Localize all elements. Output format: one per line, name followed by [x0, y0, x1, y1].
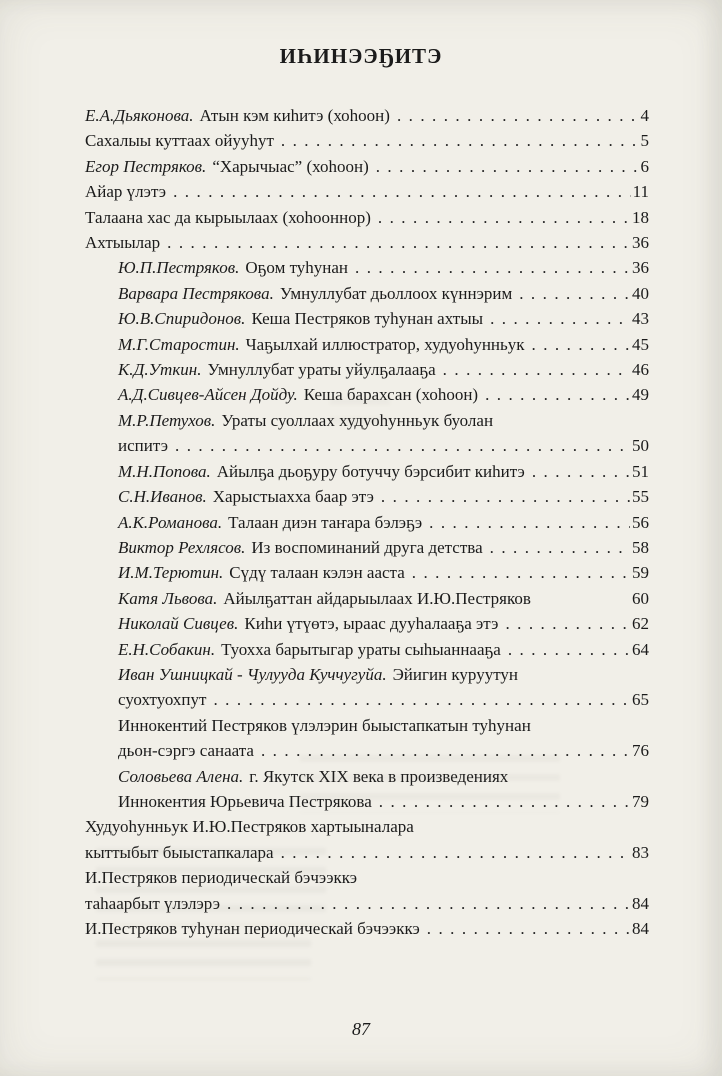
- toc-entry: [85, 382, 649, 407]
- page-number: 76: [632, 741, 649, 761]
- entry-title: Умнуллубат дьоллоох күннэрим: [279, 283, 513, 303]
- entry-author: Ю.В.Спиридонов.: [118, 309, 246, 329]
- entry-title: Умнуллубат ураты уйулҕалааҕа: [207, 360, 436, 380]
- page-number: 64: [632, 639, 649, 659]
- page-number: 58: [632, 537, 649, 557]
- toc-entry: [85, 230, 649, 255]
- entry-title: Талаан диэн таҥара бэлэҕэ: [228, 512, 423, 532]
- toc-entry-line: [118, 560, 649, 585]
- dot-leader: [490, 306, 630, 331]
- entry-title: “Харычыас” (хоһоон): [212, 156, 369, 176]
- entry-title: Айылҕа дьоҕуру ботуччу бэрсибит киһитэ: [216, 461, 525, 481]
- page-number: 4: [640, 106, 649, 125]
- entry-title: Айар үлэтэ: [85, 182, 167, 202]
- dot-leader: [508, 637, 630, 662]
- dot-leader: [505, 611, 630, 636]
- entry-author: К.Д.Уткин.: [118, 360, 202, 380]
- entry-author: Николай Сивцев.: [118, 614, 239, 634]
- dot-leader: [427, 916, 630, 941]
- entry-title-continuation: Иннокентия Юрьевича Пестрякова: [118, 791, 372, 811]
- entry-author: Соловьева Алена.: [118, 766, 244, 786]
- toc-entry: [85, 332, 649, 357]
- toc-entry: [85, 306, 649, 331]
- page-number: 55: [632, 487, 649, 507]
- entry-title-continuation: дьон-сэргэ санаата: [118, 741, 254, 761]
- entry-author: Егор Пестряков.: [85, 156, 207, 176]
- dot-leader: [490, 535, 630, 560]
- dot-leader: [519, 281, 630, 306]
- toc-entry: [85, 560, 649, 585]
- toc-entry: [85, 662, 649, 713]
- entry-title-continuation: таһаарбыт үлэлэрэ: [85, 893, 220, 913]
- page-number: 59: [632, 563, 649, 583]
- dot-leader: [213, 687, 630, 712]
- entry-title: Иннокентий Пестряков үлэлэрин быыстапкатын туһунан: [118, 715, 531, 735]
- page-number: 83: [632, 842, 649, 862]
- dot-leader: [397, 103, 639, 128]
- entry-author: С.Н.Иванов.: [118, 487, 207, 507]
- page-number: 36: [632, 233, 649, 253]
- toc-entry: [85, 179, 649, 204]
- toc-entry: [85, 916, 649, 941]
- toc-entry-line: [85, 865, 649, 890]
- entry-title: Атын кэм киһитэ (хоһоон): [199, 106, 390, 125]
- toc-entry-line: [118, 586, 649, 611]
- entry-title: Эйигин куруутун: [392, 664, 519, 684]
- dot-leader: [281, 128, 639, 153]
- toc-entry-line: [118, 484, 649, 509]
- dot-leader: [379, 789, 630, 814]
- entry-title: Туохха барытыгар ураты сыһыаннааҕа: [221, 639, 501, 659]
- dot-leader: [167, 230, 630, 255]
- toc-entry-line: [85, 205, 649, 230]
- entry-title: Ахтыылар: [85, 233, 161, 253]
- toc-entry: [85, 865, 649, 916]
- toc-entry: [85, 637, 649, 662]
- page-number: 50: [632, 436, 649, 456]
- dot-leader: [281, 840, 630, 865]
- entry-title: И.Пестряков периодическай бэчээккэ: [85, 868, 358, 888]
- toc-entry-line: [118, 789, 649, 814]
- page-number: 46: [632, 360, 649, 380]
- toc-entry: [85, 484, 649, 509]
- dot-leader: [175, 433, 630, 458]
- toc-entry-line: [118, 510, 649, 535]
- entry-title: И.Пестряков туһунан периодическай бэчээккэ: [85, 919, 420, 938]
- entry-title: Сахалыы куттаах ойууһут: [85, 131, 274, 151]
- entry-author: М.Н.Попова.: [118, 461, 211, 481]
- toc-entry-line: [85, 128, 649, 153]
- entry-title: Сүдү талаан кэлэн ааста: [229, 563, 405, 583]
- toc-entry: [85, 255, 649, 280]
- toc-entry-line: [85, 891, 649, 916]
- page-number: 51: [632, 461, 649, 481]
- entry-author: Ю.П.Пестряков.: [118, 258, 240, 278]
- toc-entry: [85, 586, 649, 611]
- dot-leader: [443, 357, 630, 382]
- dot-leader: [532, 459, 630, 484]
- toc-entry-line: [85, 840, 649, 865]
- entry-title: Худуоһунньук И.Ю.Пестряков хартыыналара: [85, 817, 414, 837]
- toc-entry-line: [118, 459, 649, 484]
- page-title: ИҺИНЭЭҔИТЭ: [279, 44, 443, 68]
- page-number: 18: [632, 207, 649, 227]
- toc-entry: [85, 128, 649, 153]
- page-number: 6: [640, 156, 649, 176]
- entry-author: Е.А.Дьяконова.: [85, 106, 194, 125]
- dot-leader: [378, 205, 630, 230]
- toc-entry-line: [118, 433, 649, 458]
- toc-entry-line: [118, 535, 649, 560]
- toc-entry: [85, 510, 649, 535]
- toc-entry: [85, 154, 649, 179]
- page-number: 56: [632, 512, 649, 532]
- entry-title: Харыстыахха баар этэ: [212, 487, 374, 507]
- page-number: 62: [632, 614, 649, 634]
- toc-entry-line: [118, 382, 649, 407]
- toc-entry-line: [85, 154, 649, 179]
- dot-leader: [429, 510, 630, 535]
- entry-title: Айылҕаттан айдарыылаах И.Ю.Пестряков: [223, 588, 531, 608]
- toc-entry-line: [118, 713, 649, 738]
- page-number: 5: [640, 131, 649, 151]
- toc-entry-line: [118, 738, 649, 763]
- toc-entry: [85, 764, 649, 815]
- toc-entry: [85, 103, 649, 128]
- dot-leader: [485, 382, 630, 407]
- entry-author: Виктор Рехлясов.: [118, 537, 246, 557]
- toc-entry: [85, 535, 649, 560]
- dot-leader: [381, 484, 630, 509]
- toc-entry-line: [85, 814, 649, 839]
- page-number: 84: [632, 919, 649, 938]
- toc-entry: [85, 281, 649, 306]
- page-number: 36: [632, 258, 649, 278]
- dot-leader: [532, 332, 630, 357]
- dot-leader: [412, 560, 630, 585]
- toc-entry-line: [118, 332, 649, 357]
- toc-entry: [85, 713, 649, 764]
- entry-title-continuation: испитэ: [118, 436, 168, 456]
- dot-leader: [376, 154, 639, 179]
- toc-entry: [85, 611, 649, 636]
- toc-entry: [85, 814, 649, 865]
- entry-title: Талаана хас да кырыылаах (хоһооннор): [85, 207, 371, 227]
- entry-title: г. Якутск XIX века в произведениях: [249, 766, 509, 786]
- toc-entry-line: [85, 916, 649, 941]
- entry-title: Киһи үтүөтэ, ыраас дууһалааҕа этэ: [244, 614, 499, 634]
- toc-entry: [85, 459, 649, 484]
- toc-entry-line: [118, 611, 649, 636]
- toc-entry-line: [118, 408, 649, 433]
- dot-leader: [355, 255, 630, 280]
- entry-title: Кеша барахсан (хоһоон): [303, 385, 479, 405]
- toc-entry-line: [85, 103, 649, 128]
- page-number: 11: [632, 182, 649, 202]
- entry-author: Е.Н.Собакин.: [118, 639, 216, 659]
- toc-entry-line: [118, 662, 649, 687]
- entry-author: М.Г.Старостин.: [118, 334, 240, 354]
- toc-entry: [85, 408, 649, 459]
- page-number: 49: [632, 385, 649, 405]
- page-number: 40: [632, 283, 649, 303]
- toc-entry: [85, 205, 649, 230]
- page-number: 79: [632, 791, 649, 811]
- toc-entry-line: [118, 357, 649, 382]
- entry-author: Варвара Пестрякова.: [118, 283, 274, 303]
- toc-entry-line: [118, 306, 649, 331]
- bleed-through-artifact: [96, 940, 311, 980]
- page-number: 65: [632, 690, 649, 710]
- entry-title: Чаҕылхай иллюстратор, худуоһунньук: [245, 334, 525, 354]
- entry-author: И.М.Терютин.: [118, 563, 224, 583]
- toc-entry-line: [118, 281, 649, 306]
- dot-leader: [261, 738, 630, 763]
- entry-author: Иван Ушницкай - Чулууда Куччугуйа.: [118, 664, 387, 684]
- page-number: 84: [632, 893, 649, 913]
- toc-entry-line: [85, 230, 649, 255]
- toc-entry-line: [118, 687, 649, 712]
- dot-leader: [227, 891, 630, 916]
- entry-author: М.Р.Петухов.: [118, 410, 216, 430]
- entry-title: Ураты суоллаах худуоһунньук буолан: [221, 410, 494, 430]
- toc-entry: [85, 357, 649, 382]
- entry-title: Из воспоминаний друга детства: [251, 537, 483, 557]
- entry-title: Кеша Пестряков туһунан ахтыы: [251, 309, 484, 329]
- entry-author: А.К.Романова.: [118, 512, 223, 532]
- toc-list: [85, 103, 649, 941]
- page-number: 45: [632, 334, 649, 354]
- toc-entry-line: [118, 255, 649, 280]
- entry-title: Оҕом туһунан: [245, 258, 349, 278]
- entry-title-continuation: суохтуохпут: [118, 690, 207, 710]
- folio-page-number: 87: [352, 1019, 370, 1039]
- entry-author: А.Д.Сивцев-Айсен Дойду.: [118, 385, 298, 405]
- entry-title-continuation: кыттыбыт быыстапкалара: [85, 842, 274, 862]
- toc-entry-line: [118, 637, 649, 662]
- page-number: 43: [632, 309, 649, 329]
- dot-leader: [173, 179, 631, 204]
- toc-entry-line: [118, 764, 649, 789]
- entry-author: Катя Львова.: [118, 588, 218, 608]
- page-number: 60: [632, 588, 649, 608]
- toc-entry-line: [85, 179, 649, 204]
